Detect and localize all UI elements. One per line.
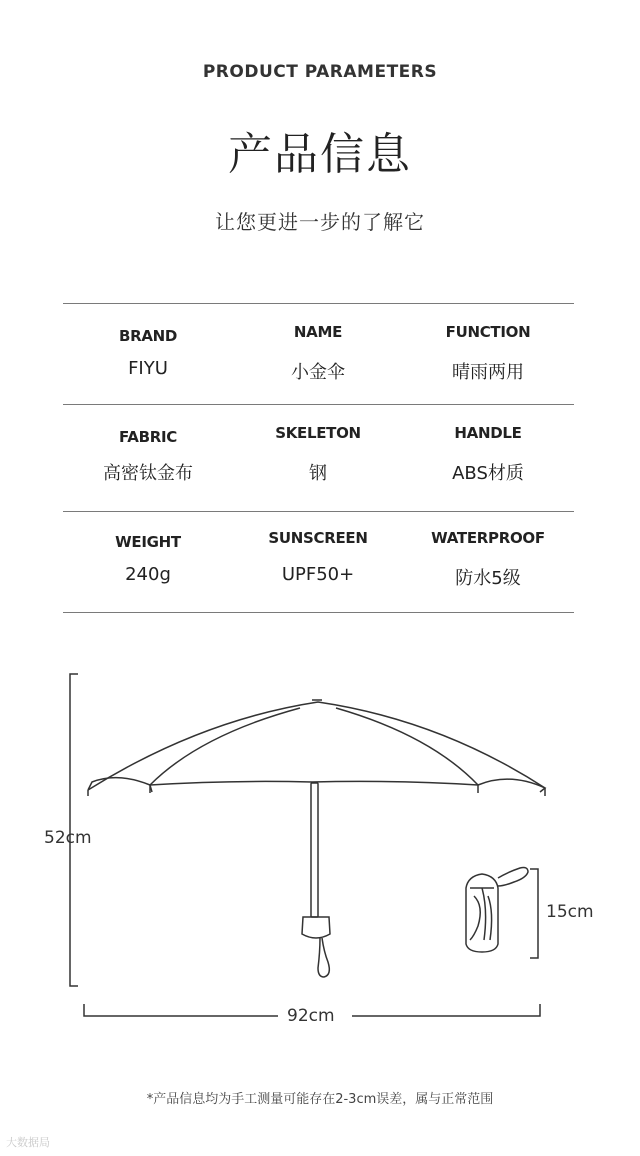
spec-key: SUNSCREEN: [268, 529, 368, 547]
tagline: 让您更进一步的了解它: [215, 210, 425, 234]
folded-length-label: 15cm: [546, 902, 594, 922]
spec-value: 高密钛金布: [103, 463, 193, 484]
width-dimension-line-left: [84, 1004, 278, 1016]
spec-value: 小金伞: [291, 362, 345, 383]
open-umbrella-icon: [88, 700, 545, 977]
folded-dimension-line: [530, 869, 538, 958]
spec-key: SKELETON: [275, 424, 361, 442]
spec-key: WATERPROOF: [431, 529, 545, 547]
measurement-note: *产品信息均为手工测量可能存在2-3cm误差，属与正常范围: [146, 1092, 494, 1107]
folded-umbrella-icon: [466, 868, 528, 953]
spec-key: FUNCTION: [445, 323, 531, 341]
spec-value: ABS材质: [452, 463, 524, 484]
watermark-logo: 大数据局: [6, 1136, 50, 1149]
spec-key: BRAND: [118, 327, 178, 345]
spec-key: NAME: [293, 323, 343, 341]
spec-value: 240g: [125, 564, 171, 585]
spec-value: 钢: [309, 463, 327, 484]
height-dimension-label: 52cm: [44, 828, 92, 848]
section-subtitle-en: PRODUCT PARAMETERS: [202, 62, 438, 82]
spec-value: FIYU: [128, 358, 168, 379]
spec-key: WEIGHT: [115, 533, 181, 551]
spec-key: HANDLE: [454, 424, 522, 442]
spec-key: FABRIC: [119, 428, 177, 446]
spec-value: 晴雨两用: [452, 362, 524, 383]
width-dimension-label: 92cm: [287, 1006, 335, 1026]
spec-value: 防水5级: [455, 568, 521, 589]
page-title: 产品信息: [228, 129, 412, 180]
width-dimension-line-right: [352, 1004, 540, 1016]
spec-value: UPF50+: [281, 564, 355, 585]
